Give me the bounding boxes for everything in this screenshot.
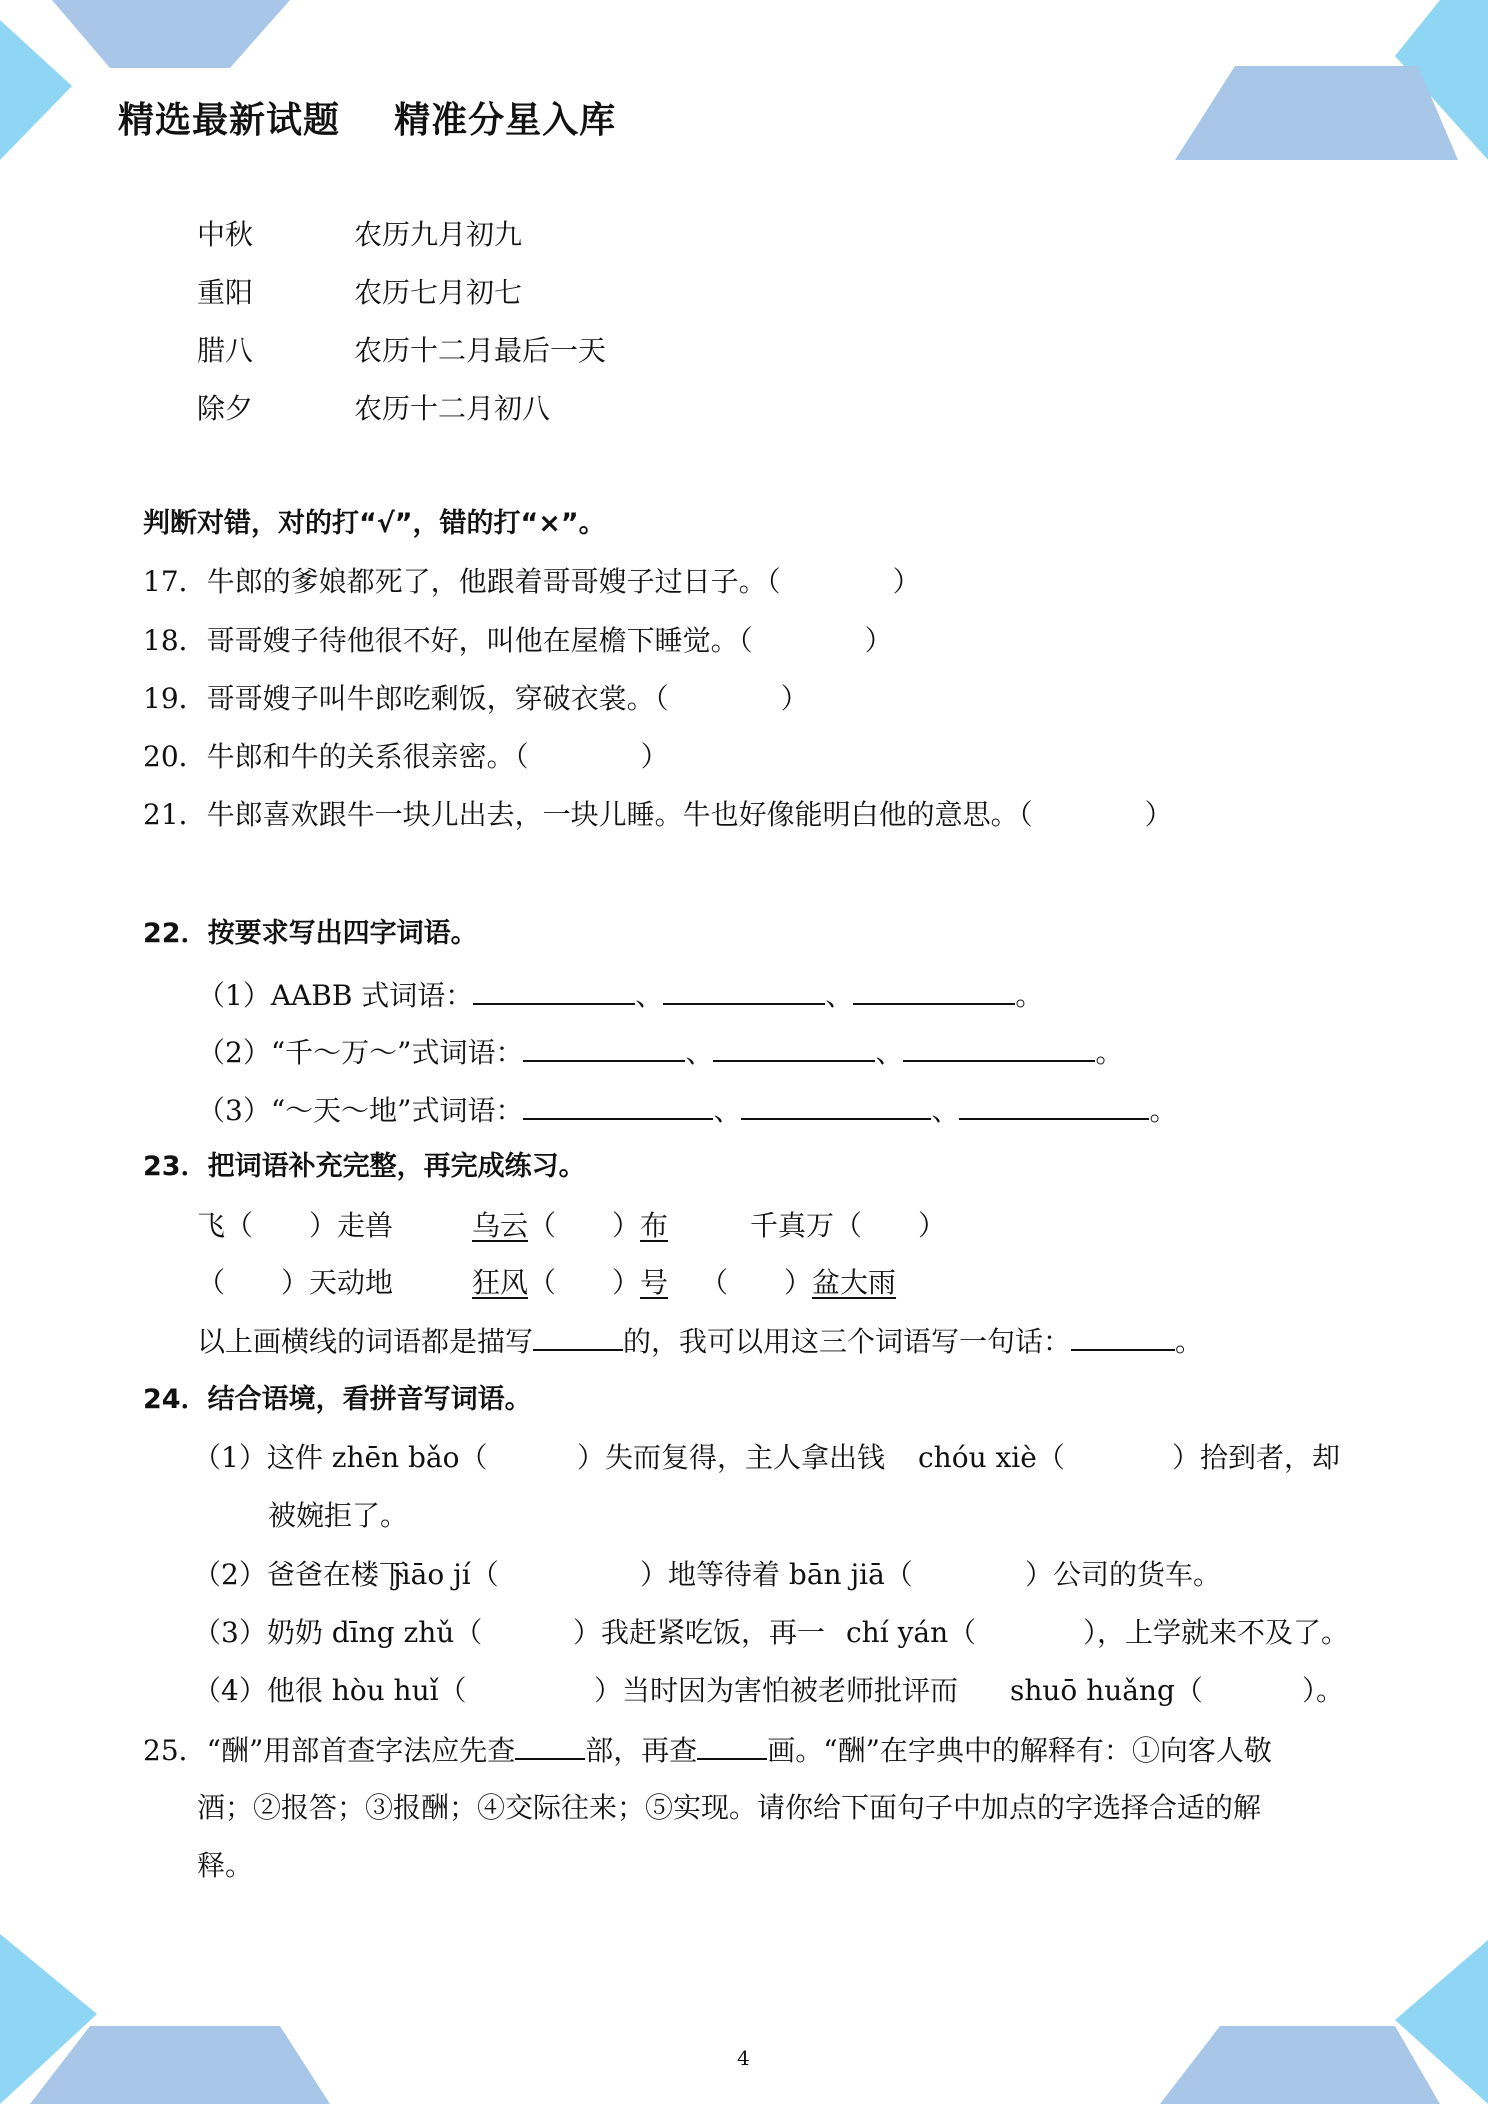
top-right-trapezoid — [1175, 66, 1458, 160]
question-25-line-3: 释。 — [197, 1849, 254, 1882]
question-25-line-1 — [143, 1732, 1272, 1769]
q25-text: 画。“酬”在字典中的解释有：①向客人敬 — [767, 1734, 1272, 1767]
separator: 、 — [685, 1036, 714, 1069]
question-18: 18．哥哥嫂子待他很不好，叫他在屋檐下睡觉。（ ） — [143, 624, 893, 657]
q25-text: 25．“酬”用部首查字法应先查 — [143, 1734, 516, 1767]
q24-line-2-part-c: ）地等待着 bān jiā（ — [640, 1558, 913, 1591]
answer-blank[interactable] — [523, 1034, 685, 1062]
bottom-left-trapezoid — [30, 2026, 330, 2104]
underlined-word: 乌云 — [472, 1209, 529, 1242]
idiom-item: 飞（ ）走兽 — [197, 1209, 394, 1242]
idiom-item-underlined — [472, 1265, 668, 1301]
separator: 、 — [825, 979, 854, 1012]
separator: 、 — [875, 1036, 904, 1069]
q24-line-4-part-b: ）当时因为害怕被老师批评而 — [594, 1674, 959, 1707]
answer-blank[interactable] — [853, 977, 1015, 1005]
festival-name: 中秋 — [197, 218, 254, 251]
q24-line-2-part-a: （2）爸爸在楼下 — [193, 1558, 407, 1591]
question-21: 21．牛郎喜欢跟牛一块儿出去，一块儿睡。牛也好像能明白他的意思。（ ） — [143, 798, 1173, 831]
separator: 、 — [713, 1094, 742, 1127]
question-22-part-2 — [197, 1034, 1124, 1071]
separator: 、 — [931, 1094, 960, 1127]
festival-date: 农历九月初九 — [354, 218, 523, 251]
q24-line-2-part-d: ）公司的货车。 — [1025, 1558, 1222, 1591]
underlined-word: 布 — [640, 1209, 669, 1242]
answer-blank[interactable] — [533, 1323, 623, 1351]
top-left-triangle — [0, 20, 72, 160]
q24-line-1-part-b: ）失而复得，主人拿出钱 — [577, 1441, 886, 1474]
q24-line-2-part-b: jiāo jí（ — [393, 1558, 499, 1591]
answer-blank[interactable] — [523, 1092, 713, 1120]
question-23-title: 23．把词语补充完整，再完成练习。 — [143, 1151, 586, 1182]
answer-blank[interactable] — [903, 1034, 1095, 1062]
question-22-title: 22．按要求写出四字词语。 — [143, 918, 478, 949]
top-left-trapezoid — [52, 0, 290, 68]
festival-name: 除夕 — [197, 392, 254, 425]
q24-line-1-part-c: chóu xiè（ — [918, 1441, 1065, 1474]
answer-blank[interactable] — [697, 1732, 767, 1760]
answer-blank[interactable] — [1071, 1323, 1175, 1351]
question-17: 17．牛郎的爹娘都死了，他跟着哥哥嫂子过日子。（ ） — [143, 565, 921, 598]
idiom-blank: （ ） — [528, 1209, 641, 1242]
q24-line-1-continued: 被婉拒了。 — [268, 1499, 409, 1532]
question-25-line-2: 酒；②报答；③报酬；④交际往来；⑤实现。请你给下面句子中加点的字选择合适的解 — [197, 1791, 1262, 1824]
idiom-item-underlined — [472, 1208, 668, 1244]
idiom-item: 千真万（ ） — [750, 1209, 947, 1242]
question-22-part-1 — [197, 977, 1043, 1014]
end-mark: 。 — [1095, 1036, 1124, 1069]
q24-line-4-part-c: shuō huǎng（ — [1010, 1674, 1203, 1707]
festival-date: 农历七月初七 — [354, 276, 523, 309]
answer-blank[interactable] — [741, 1092, 931, 1120]
answer-blank[interactable] — [515, 1732, 585, 1760]
answer-blank[interactable] — [473, 977, 635, 1005]
festival-name: 腊八 — [197, 334, 254, 367]
festival-date: 农历十二月最后一天 — [354, 334, 607, 367]
idiom-item-underlined — [700, 1265, 896, 1301]
answer-blank[interactable] — [663, 977, 825, 1005]
q24-line-1-part-d: ）拾到者，却 — [1172, 1441, 1341, 1474]
festival-date: 农历十二月初八 — [354, 392, 551, 425]
festival-name: 重阳 — [197, 276, 254, 309]
sentence-text: 的，我可以用这三个词语写一句话： — [623, 1325, 1072, 1358]
q24-line-3-part-c: chí yán（ — [846, 1616, 977, 1649]
q24-line-3-part-b: ）我赶紧吃饭，再一 — [573, 1616, 826, 1649]
judge-instruction: 判断对错，对的打“√”，错的打“×”。 — [143, 508, 606, 539]
end-mark: 。 — [1149, 1094, 1178, 1127]
question-19: 19．哥哥嫂子叫牛郎吃剩饭，穿破衣裳。（ ） — [143, 682, 809, 715]
part-2-label: （2）“千～万～”式词语： — [197, 1036, 524, 1069]
question-22-part-3 — [197, 1092, 1178, 1129]
idiom-blank: （ ） — [528, 1266, 641, 1299]
part-1-label: （1）AABB 式词语： — [197, 979, 474, 1012]
bottom-right-trapezoid — [1160, 2026, 1440, 2104]
q25-text: 部，再查 — [585, 1734, 698, 1767]
question-24-title: 24．结合语境，看拼音写词语。 — [143, 1384, 532, 1415]
q24-line-3-part-d: ），上学就来不及了。 — [1083, 1616, 1350, 1649]
q24-line-4-part-d: ）。 — [1302, 1674, 1345, 1707]
answer-blank[interactable] — [959, 1092, 1149, 1120]
question-20: 20．牛郎和牛的关系很亲密。（ ） — [143, 740, 669, 773]
page-number: 4 — [737, 2046, 750, 2070]
part-3-label: （3）“～天～地”式词语： — [197, 1094, 524, 1127]
underlined-word: 盆大雨 — [812, 1266, 897, 1299]
header-title: 精选最新试题 精准分星入库 — [118, 100, 617, 141]
q24-line-1-part-a: （1）这件 zhēn bǎo（ — [193, 1441, 488, 1474]
q24-line-3-part-a: （3）奶奶 dīng zhǔ（ — [193, 1616, 483, 1649]
answer-blank[interactable] — [713, 1034, 875, 1062]
end-mark: 。 — [1015, 979, 1044, 1012]
underlined-word: 狂风 — [472, 1266, 529, 1299]
idiom-item: （ ）天动地 — [197, 1266, 394, 1299]
sentence-text: 以上画横线的词语都是描写 — [197, 1325, 534, 1358]
q24-line-4-part-a: （4）他很 hòu huǐ（ — [193, 1674, 467, 1707]
idiom-blank: （ ） — [700, 1266, 813, 1299]
question-23-sentence — [197, 1323, 1203, 1360]
separator: 、 — [635, 979, 664, 1012]
underlined-word: 号 — [640, 1266, 669, 1299]
sentence-end: 。 — [1175, 1325, 1204, 1358]
